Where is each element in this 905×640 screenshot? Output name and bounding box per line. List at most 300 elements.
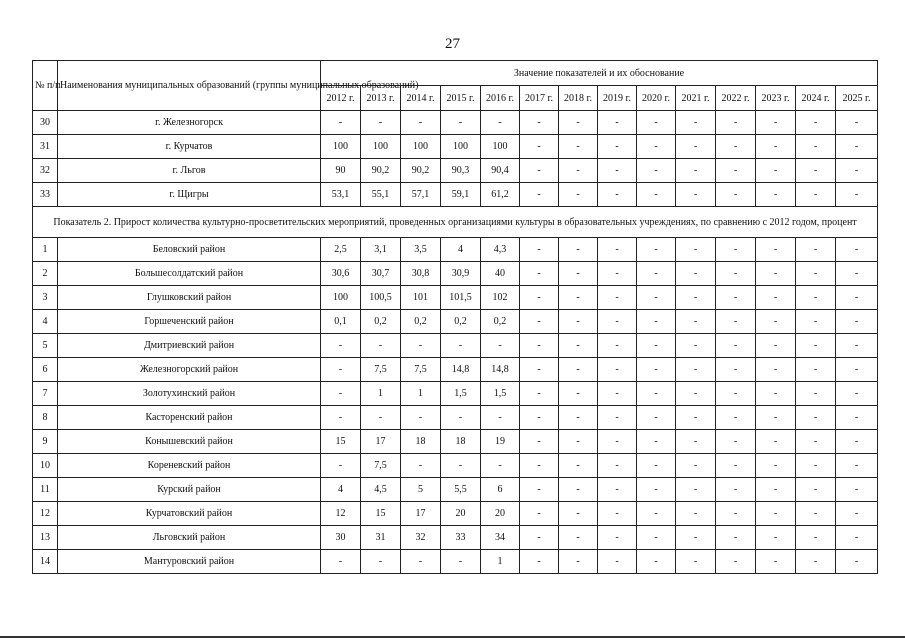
- table-row: [33, 238, 878, 262]
- municipality-name: Большесолдатский район: [58, 262, 321, 286]
- value-cell: -: [520, 550, 559, 574]
- value-cell: 61,2: [481, 183, 520, 207]
- value-cell: -: [756, 183, 796, 207]
- value-cell: -: [520, 406, 559, 430]
- value-cell: -: [836, 262, 878, 286]
- value-cell: -: [441, 406, 481, 430]
- value-cell: -: [796, 358, 836, 382]
- value-cell: -: [676, 310, 716, 334]
- value-cell: -: [637, 135, 676, 159]
- value-cell: 100,5: [361, 286, 401, 310]
- value-cell: 17: [401, 502, 441, 526]
- value-cell: -: [836, 358, 878, 382]
- table-row: [33, 310, 878, 334]
- value-cell: -: [520, 454, 559, 478]
- value-cell: 15: [321, 430, 361, 454]
- table-row: [33, 135, 878, 159]
- value-cell: -: [598, 502, 637, 526]
- value-cell: -: [321, 454, 361, 478]
- value-cell: 5,5: [441, 478, 481, 502]
- value-cell: -: [520, 502, 559, 526]
- municipality-name: Дмитриевский район: [58, 334, 321, 358]
- value-cell: -: [676, 262, 716, 286]
- value-cell: 30: [321, 526, 361, 550]
- value-cell: -: [520, 334, 559, 358]
- value-cell: -: [637, 310, 676, 334]
- value-cell: -: [676, 238, 716, 262]
- row-number: 1: [33, 238, 58, 262]
- value-cell: -: [756, 310, 796, 334]
- value-cell: -: [676, 358, 716, 382]
- value-cell: -: [796, 454, 836, 478]
- value-cell: -: [637, 238, 676, 262]
- table-row: [33, 430, 878, 454]
- value-cell: -: [796, 478, 836, 502]
- value-cell: -: [716, 111, 756, 135]
- value-cell: -: [836, 159, 878, 183]
- row-number: 6: [33, 358, 58, 382]
- value-cell: 0,1: [321, 310, 361, 334]
- value-cell: 4: [321, 478, 361, 502]
- value-cell: -: [836, 478, 878, 502]
- value-cell: 7,5: [361, 454, 401, 478]
- value-cell: -: [716, 430, 756, 454]
- header-year: 2017 г.: [520, 86, 559, 111]
- header-year: 2020 г.: [637, 86, 676, 111]
- municipality-name: Железногорский район: [58, 358, 321, 382]
- value-cell: -: [716, 238, 756, 262]
- header-year: 2018 г.: [559, 86, 598, 111]
- value-cell: 90,4: [481, 159, 520, 183]
- value-cell: -: [321, 382, 361, 406]
- table-row: [33, 526, 878, 550]
- value-cell: 0,2: [401, 310, 441, 334]
- value-cell: -: [716, 526, 756, 550]
- value-cell: 33: [441, 526, 481, 550]
- value-cell: 101: [401, 286, 441, 310]
- row-number: 10: [33, 454, 58, 478]
- value-cell: 0,2: [481, 310, 520, 334]
- header-year: 2019 г.: [598, 86, 637, 111]
- value-cell: -: [716, 262, 756, 286]
- row-number: 33: [33, 183, 58, 207]
- municipality-name: Глушковский район: [58, 286, 321, 310]
- value-cell: -: [520, 526, 559, 550]
- value-cell: -: [836, 111, 878, 135]
- value-cell: -: [598, 262, 637, 286]
- value-cell: -: [637, 262, 676, 286]
- value-cell: 90: [321, 159, 361, 183]
- value-cell: -: [756, 334, 796, 358]
- row-number: 14: [33, 550, 58, 574]
- value-cell: -: [559, 526, 598, 550]
- value-cell: -: [676, 135, 716, 159]
- value-cell: -: [756, 358, 796, 382]
- indicators-table: [32, 60, 878, 574]
- municipality-name: Мантуровский район: [58, 550, 321, 574]
- value-cell: -: [559, 478, 598, 502]
- value-cell: -: [520, 183, 559, 207]
- municipality-name: г. Льгов: [58, 159, 321, 183]
- value-cell: -: [676, 454, 716, 478]
- row-number: 9: [33, 430, 58, 454]
- table-row: [33, 262, 878, 286]
- value-cell: -: [836, 382, 878, 406]
- value-cell: 90,2: [361, 159, 401, 183]
- value-cell: -: [756, 526, 796, 550]
- table-row: [33, 550, 878, 574]
- header-values-group: Значение показателей и их обоснование: [321, 61, 878, 86]
- table-row: [33, 478, 878, 502]
- value-cell: 90,3: [441, 159, 481, 183]
- value-cell: -: [401, 550, 441, 574]
- value-cell: -: [598, 478, 637, 502]
- value-cell: -: [796, 238, 836, 262]
- value-cell: 30,7: [361, 262, 401, 286]
- value-cell: -: [598, 310, 637, 334]
- value-cell: -: [520, 135, 559, 159]
- value-cell: -: [716, 382, 756, 406]
- value-cell: -: [520, 478, 559, 502]
- header-year: 2025 г.: [836, 86, 878, 111]
- value-cell: -: [716, 454, 756, 478]
- value-cell: -: [598, 135, 637, 159]
- value-cell: -: [836, 310, 878, 334]
- value-cell: -: [676, 526, 716, 550]
- value-cell: -: [676, 430, 716, 454]
- row-number: 2: [33, 262, 58, 286]
- value-cell: -: [756, 159, 796, 183]
- value-cell: 2,5: [321, 238, 361, 262]
- value-cell: -: [401, 334, 441, 358]
- value-cell: -: [836, 135, 878, 159]
- value-cell: -: [637, 183, 676, 207]
- value-cell: -: [559, 334, 598, 358]
- value-cell: -: [716, 183, 756, 207]
- value-cell: 100: [481, 135, 520, 159]
- value-cell: -: [716, 406, 756, 430]
- value-cell: -: [520, 111, 559, 135]
- value-cell: -: [796, 430, 836, 454]
- value-cell: -: [637, 334, 676, 358]
- value-cell: 100: [321, 286, 361, 310]
- row-number: 8: [33, 406, 58, 430]
- value-cell: -: [598, 159, 637, 183]
- value-cell: 0,2: [361, 310, 401, 334]
- value-cell: -: [836, 183, 878, 207]
- value-cell: -: [836, 286, 878, 310]
- municipality-name: Горшеченский район: [58, 310, 321, 334]
- value-cell: 18: [401, 430, 441, 454]
- table-row: [33, 454, 878, 478]
- value-cell: 20: [441, 502, 481, 526]
- row-number: 31: [33, 135, 58, 159]
- value-cell: 55,1: [361, 183, 401, 207]
- value-cell: -: [836, 334, 878, 358]
- value-cell: 1: [481, 550, 520, 574]
- value-cell: -: [559, 135, 598, 159]
- value-cell: -: [836, 238, 878, 262]
- value-cell: -: [481, 454, 520, 478]
- value-cell: -: [796, 286, 836, 310]
- value-cell: -: [598, 382, 637, 406]
- value-cell: -: [756, 238, 796, 262]
- table-row: [33, 111, 878, 135]
- table-row: [33, 286, 878, 310]
- municipality-name: Золотухинский район: [58, 382, 321, 406]
- value-cell: -: [676, 334, 716, 358]
- value-cell: -: [441, 111, 481, 135]
- value-cell: -: [637, 111, 676, 135]
- value-cell: 14,8: [441, 358, 481, 382]
- value-cell: -: [796, 334, 836, 358]
- header-year: 2022 г.: [716, 86, 756, 111]
- value-cell: -: [676, 183, 716, 207]
- municipality-name: г. Курчатов: [58, 135, 321, 159]
- value-cell: -: [756, 430, 796, 454]
- value-cell: -: [756, 406, 796, 430]
- value-cell: -: [676, 550, 716, 574]
- value-cell: 4: [441, 238, 481, 262]
- bottom-rule: [0, 636, 905, 638]
- value-cell: 53,1: [321, 183, 361, 207]
- value-cell: -: [796, 135, 836, 159]
- value-cell: -: [756, 502, 796, 526]
- table-row: [33, 406, 878, 430]
- value-cell: 1: [361, 382, 401, 406]
- section-row: [33, 207, 878, 238]
- value-cell: -: [401, 406, 441, 430]
- value-cell: -: [520, 238, 559, 262]
- value-cell: -: [836, 526, 878, 550]
- value-cell: -: [598, 406, 637, 430]
- value-cell: -: [520, 286, 559, 310]
- value-cell: -: [361, 550, 401, 574]
- header-year: 2012 г.: [321, 86, 361, 111]
- value-cell: -: [321, 334, 361, 358]
- value-cell: -: [637, 430, 676, 454]
- municipality-name: Беловский район: [58, 238, 321, 262]
- value-cell: -: [520, 159, 559, 183]
- value-cell: 100: [361, 135, 401, 159]
- value-cell: -: [559, 286, 598, 310]
- value-cell: -: [796, 183, 836, 207]
- value-cell: -: [796, 550, 836, 574]
- value-cell: -: [756, 550, 796, 574]
- value-cell: 3,1: [361, 238, 401, 262]
- value-cell: 5: [401, 478, 441, 502]
- municipality-name: г. Щигры: [58, 183, 321, 207]
- value-cell: 12: [321, 502, 361, 526]
- value-cell: -: [401, 111, 441, 135]
- value-cell: -: [836, 430, 878, 454]
- value-cell: -: [756, 478, 796, 502]
- value-cell: -: [559, 550, 598, 574]
- value-cell: -: [756, 111, 796, 135]
- value-cell: -: [481, 406, 520, 430]
- row-number: 12: [33, 502, 58, 526]
- value-cell: -: [321, 406, 361, 430]
- value-cell: -: [559, 358, 598, 382]
- value-cell: -: [637, 358, 676, 382]
- value-cell: -: [676, 286, 716, 310]
- municipality-name: Касторенский район: [58, 406, 321, 430]
- value-cell: -: [520, 382, 559, 406]
- table-row: [33, 502, 878, 526]
- value-cell: 18: [441, 430, 481, 454]
- value-cell: -: [756, 454, 796, 478]
- header-num: № п/п: [33, 61, 58, 111]
- value-cell: -: [756, 286, 796, 310]
- value-cell: -: [637, 502, 676, 526]
- value-cell: 6: [481, 478, 520, 502]
- section-title: Показатель 2. Прирост количества культурно-просветительских мероприятий, проведенных организациями культуры в образовательных учреждениях, по сравнению с 2012 годом, процент: [33, 207, 878, 238]
- value-cell: -: [321, 111, 361, 135]
- value-cell: -: [559, 502, 598, 526]
- row-number: 3: [33, 286, 58, 310]
- municipality-name: Кореневский район: [58, 454, 321, 478]
- value-cell: -: [598, 334, 637, 358]
- value-cell: -: [676, 502, 716, 526]
- value-cell: -: [598, 183, 637, 207]
- value-cell: -: [598, 358, 637, 382]
- value-cell: -: [716, 550, 756, 574]
- value-cell: -: [796, 406, 836, 430]
- value-cell: -: [637, 526, 676, 550]
- value-cell: 30,9: [441, 262, 481, 286]
- value-cell: -: [756, 135, 796, 159]
- table-row: [33, 358, 878, 382]
- value-cell: 1,5: [481, 382, 520, 406]
- value-cell: -: [361, 406, 401, 430]
- value-cell: 30,6: [321, 262, 361, 286]
- value-cell: 40: [481, 262, 520, 286]
- value-cell: -: [796, 310, 836, 334]
- value-cell: -: [637, 478, 676, 502]
- value-cell: -: [598, 550, 637, 574]
- value-cell: 0,2: [441, 310, 481, 334]
- value-cell: 7,5: [401, 358, 441, 382]
- value-cell: -: [676, 478, 716, 502]
- header-year: 2015 г.: [441, 86, 481, 111]
- table-row: [33, 183, 878, 207]
- value-cell: -: [481, 334, 520, 358]
- municipality-name: г. Железногорск: [58, 111, 321, 135]
- value-cell: 59,1: [441, 183, 481, 207]
- table-row: [33, 334, 878, 358]
- value-cell: 1,5: [441, 382, 481, 406]
- value-cell: -: [361, 334, 401, 358]
- value-cell: -: [796, 502, 836, 526]
- municipality-name: Курчатовский район: [58, 502, 321, 526]
- value-cell: 1: [401, 382, 441, 406]
- value-cell: -: [401, 454, 441, 478]
- value-cell: -: [676, 406, 716, 430]
- value-cell: -: [321, 358, 361, 382]
- value-cell: -: [520, 430, 559, 454]
- value-cell: -: [716, 135, 756, 159]
- value-cell: 14,8: [481, 358, 520, 382]
- value-cell: -: [441, 550, 481, 574]
- value-cell: 90,2: [401, 159, 441, 183]
- value-cell: -: [559, 238, 598, 262]
- value-cell: -: [716, 478, 756, 502]
- value-cell: -: [598, 111, 637, 135]
- header-year: 2016 г.: [481, 86, 520, 111]
- value-cell: -: [559, 159, 598, 183]
- value-cell: -: [796, 526, 836, 550]
- row-number: 32: [33, 159, 58, 183]
- value-cell: -: [520, 262, 559, 286]
- row-number: 13: [33, 526, 58, 550]
- value-cell: -: [676, 111, 716, 135]
- value-cell: -: [441, 454, 481, 478]
- value-cell: 4,5: [361, 478, 401, 502]
- value-cell: 20: [481, 502, 520, 526]
- value-cell: -: [520, 310, 559, 334]
- header-year: 2013 г.: [361, 86, 401, 111]
- value-cell: -: [676, 382, 716, 406]
- municipality-name: Конышевский район: [58, 430, 321, 454]
- value-cell: 34: [481, 526, 520, 550]
- value-cell: 102: [481, 286, 520, 310]
- value-cell: -: [481, 111, 520, 135]
- value-cell: 3,5: [401, 238, 441, 262]
- value-cell: 32: [401, 526, 441, 550]
- value-cell: -: [676, 159, 716, 183]
- value-cell: -: [598, 430, 637, 454]
- header-year: 2014 г.: [401, 86, 441, 111]
- table-row: [33, 159, 878, 183]
- page-number: 27: [445, 36, 460, 52]
- value-cell: -: [756, 382, 796, 406]
- value-cell: -: [559, 406, 598, 430]
- value-cell: -: [836, 550, 878, 574]
- value-cell: -: [598, 526, 637, 550]
- value-cell: -: [836, 454, 878, 478]
- value-cell: -: [559, 310, 598, 334]
- value-cell: -: [716, 286, 756, 310]
- value-cell: 4,3: [481, 238, 520, 262]
- value-cell: -: [716, 310, 756, 334]
- row-number: 5: [33, 334, 58, 358]
- municipality-name: Курский район: [58, 478, 321, 502]
- value-cell: -: [559, 262, 598, 286]
- value-cell: 100: [441, 135, 481, 159]
- value-cell: -: [321, 550, 361, 574]
- value-cell: -: [637, 406, 676, 430]
- value-cell: -: [559, 111, 598, 135]
- value-cell: 17: [361, 430, 401, 454]
- value-cell: -: [637, 382, 676, 406]
- value-cell: 7,5: [361, 358, 401, 382]
- header-year: 2023 г.: [756, 86, 796, 111]
- row-number: 11: [33, 478, 58, 502]
- value-cell: -: [796, 159, 836, 183]
- header-year: 2024 г.: [796, 86, 836, 111]
- value-cell: -: [361, 111, 401, 135]
- value-cell: -: [559, 183, 598, 207]
- value-cell: -: [836, 406, 878, 430]
- value-cell: -: [716, 334, 756, 358]
- value-cell: -: [637, 286, 676, 310]
- value-cell: -: [598, 454, 637, 478]
- value-cell: 100: [401, 135, 441, 159]
- value-cell: -: [756, 262, 796, 286]
- value-cell: 19: [481, 430, 520, 454]
- value-cell: -: [598, 286, 637, 310]
- row-number: 30: [33, 111, 58, 135]
